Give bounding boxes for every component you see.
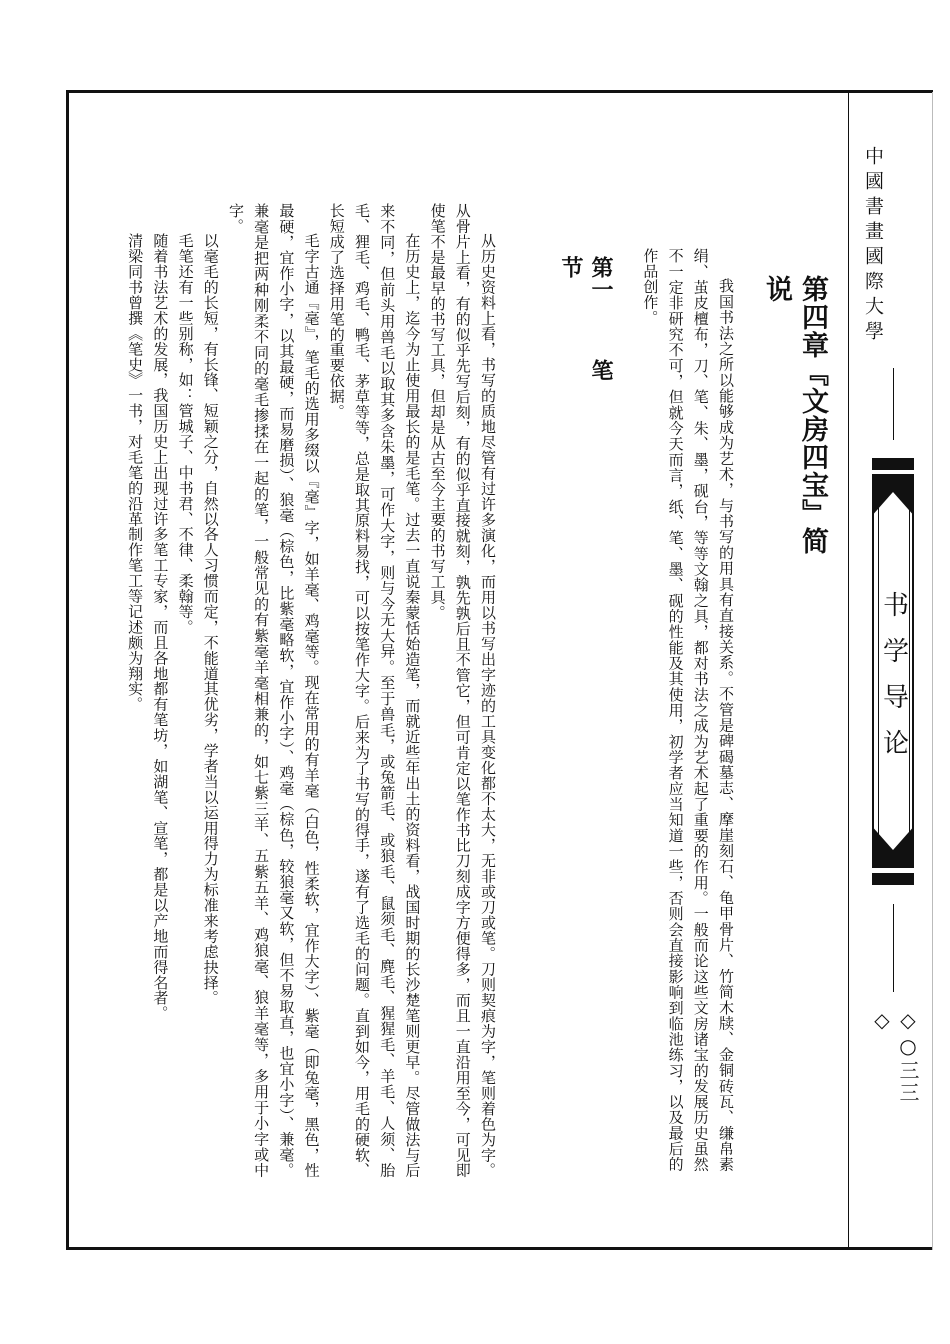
- chapter-title: 第四章『文房四宝』简说: [761, 275, 828, 555]
- book-title: 书学导论: [878, 591, 909, 775]
- margin-divider-top: [893, 368, 894, 440]
- body-paragraph: 从历史资料上看，书写的质地尽管有过许多演化，而用以书写出字迹的工具变化都不太大，无非或刀或笔。刀则契痕为字，笔则着色为字。从骨片上看，有的似乎先写后刻，有的似乎直接就刻，孰先孰后且不管它，但可肯定以笔作书比刀刻成字方便得多，而且一直沿用至今，可见即使笔不是最早的书写工具，但却是从古至今主要的书写工具。: [428, 203, 497, 1178]
- section-title: [556, 256, 616, 381]
- title-panel-top-band: [872, 458, 914, 470]
- body-paragraph: 清梁同书曾撰《笔史》一书，对毛笔的沿革制作笔工等记述颇为翔实。: [126, 233, 145, 712]
- body-paragraph: 以毫毛的长短，有长锋、短颖之分，自然以各人习惯而定，不能道其优劣，学者当以运用得力为标准来考虑抉择。: [201, 233, 220, 1006]
- page-number: ◇○三三◇: [870, 1008, 920, 1104]
- section-body: [126, 203, 500, 1178]
- body-paragraph: 随着书法艺术的发展，我国历史上出现过许多笔工专家，而且各地都有笔坊，如湖笔、宣笔，都是以产地而得名者。: [151, 233, 170, 1021]
- margin-divider-bottom: [893, 904, 894, 992]
- series-title: 中國書畫國際大學: [862, 146, 884, 346]
- title-panel-bottom-band: [872, 873, 914, 885]
- intro-paragraph: 我国书法之所以能够成为艺术，与书写的用具有直接关系。不管是碑碣墓志、摩崖刻石、龟甲骨片、竹简木牍、金铜砖瓦、缣帛素绢、茧皮檀布，刀、笔、朱、墨，砚台，等等文翰之具，都对书法之成为艺术起了重要的作用。一般而论这些文房诸宝的发展历史虽然不一定非研究不可，但就今天而言，纸、笔、墨、砚的性能及其使用，初学者应当知道一些，否则会直接影响到临池练习，以及最后的作品创作。: [641, 248, 735, 1172]
- chapter-intro: [626, 248, 738, 1172]
- right-border-line: [848, 92, 849, 1250]
- section-number: 第一节: [558, 256, 614, 300]
- body-paragraph: 在历史上，迄今为止使用最长的是毛笔。过去一直说秦蒙恬始造笔，而就近些年出土的资料看，战国时期的长沙楚笔则更早。尽管做法与后来不同，但前头用兽毛以取其多含朱墨，可作大字，则与今无大异。至于兽毛，或兔箭毛、或狼毛、鼠须毛、麂毛、猩猩毛、羊毛、人须、胎毛、狸毛、鸡毛、鸭毛、茅草等等，总是取其原料易找，可以按笔作大字。后来为了书写的得手，遂有了选毛的问题。直到如今，用毛的硬软、长短成了选择用笔的重要依据。: [327, 203, 422, 1178]
- outer-right-line: [932, 92, 933, 1250]
- body-paragraph: 毛字古通『毫』，笔毛的选用多缀以『毫』字，如羊毫、鸡毫等。现在常用的有羊毫（白色，性柔软，宜作大字）、紫毫（即兔毫，黑色，性最硬，宜作小字，以其最硬，而易磨损）、狼毫（棕色，比紫毫略软，宜作小字）、鸡毫（棕色，较狼毫又软，但不易取直，也宜小字）、兼毫。兼毫是把两种刚柔不同的毫毛掺揉在一起的笔，一般常见的有紫毫羊毫相兼的，如七紫三羊、五紫五羊、鸡狼毫、狼羊毫等，多用于小字或中字。: [226, 203, 321, 1178]
- body-paragraph: 毛笔还有一些别称，如：管城子、中书君、不律、柔翰等。: [176, 233, 195, 635]
- section-name: 笔: [588, 359, 614, 381]
